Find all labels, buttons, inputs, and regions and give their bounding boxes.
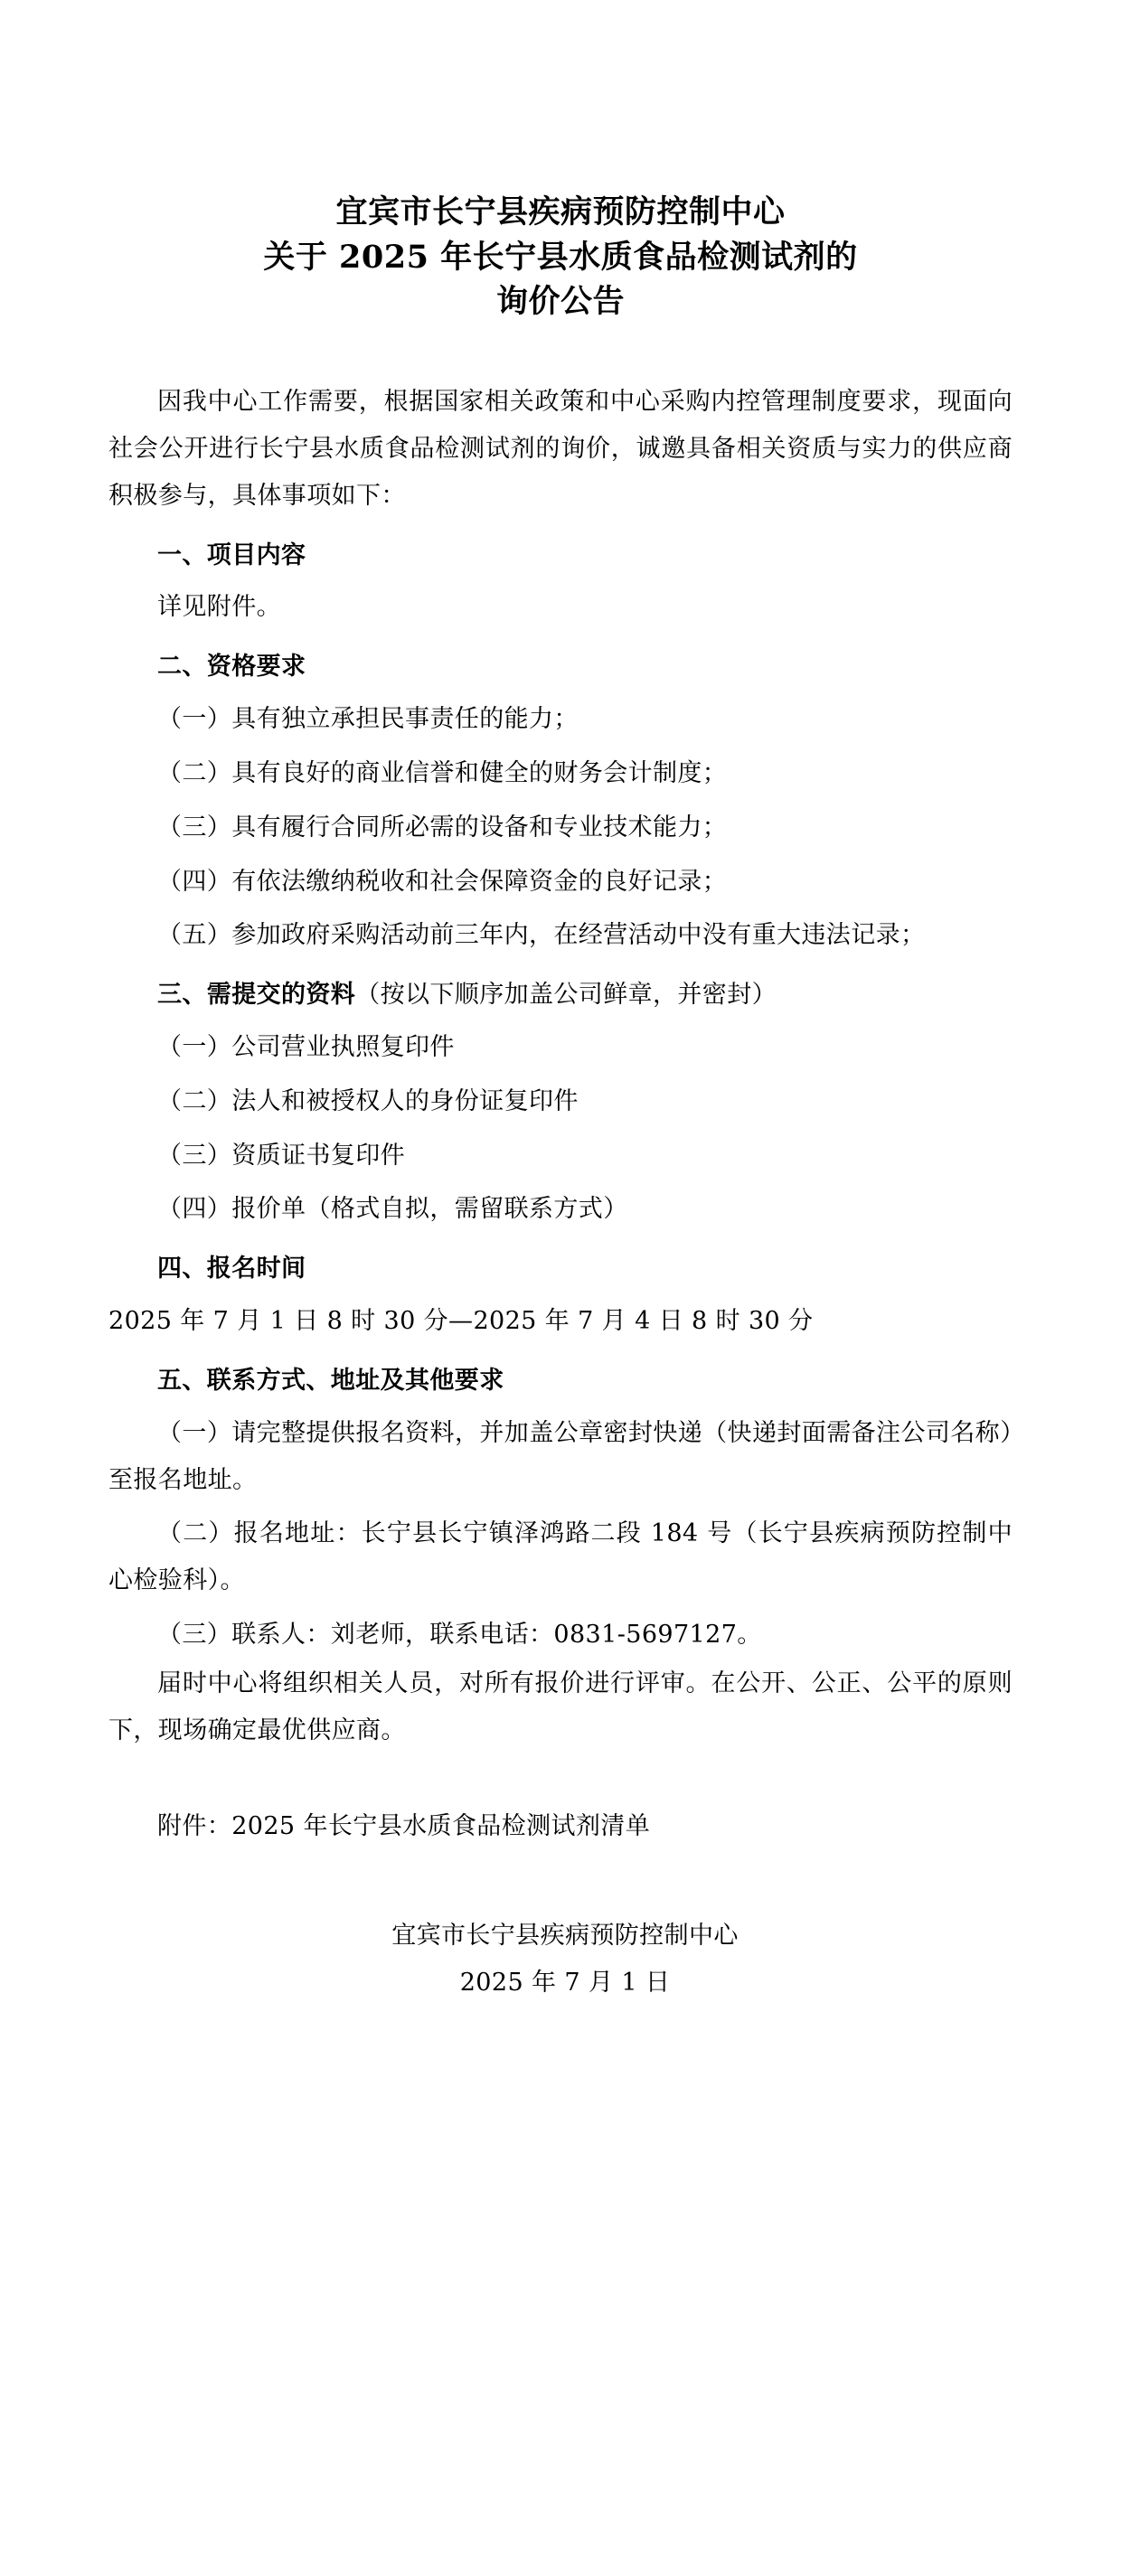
section-2-item-3: （三）具有履行合同所必需的设备和专业技术能力； xyxy=(157,813,728,841)
title-line-2: 关于 2025 年长宁县水质食品检测试剂的 xyxy=(263,238,858,276)
section-3-item-4: （四）报价单（格式自拟，需留联系方式） xyxy=(157,1195,628,1224)
section-heading-2-text: 二、资格要求 xyxy=(157,653,306,682)
title-line-1: 宜宾市长宁县疾病预防控制中心 xyxy=(335,193,786,230)
section-3-item-2: （二）法人和被授权人的身份证复印件 xyxy=(157,1086,579,1115)
section-heading-4-text: 四、报名时间 xyxy=(157,1255,306,1283)
section-heading-3-note: （按以下顺序加盖公司鲜章，并密封） xyxy=(355,981,777,1010)
intro-paragraph: 因我中心工作需要，根据国家相关政策和中心采购内控管理制度要求，现面向社会公开进行长宁县水质食品检测试剂的询价，诚邀具备相关资质与实力的供应商积极参与，具体事项如下： xyxy=(108,388,1013,510)
section-2-item-1: （一）具有独立承担民事责任的能力； xyxy=(157,705,579,734)
signature-block xyxy=(108,1913,1013,2006)
attachment-line: 附件：2025 年长宁县水质食品检测试剂清单 xyxy=(157,1811,651,1840)
section-3-item-1: （一）公司营业执照复印件 xyxy=(157,1033,455,1061)
section-2-item-5: （五）参加政府采购活动前三年内，在经营活动中没有重大违法记录； xyxy=(157,921,926,950)
section-heading-3 xyxy=(108,972,1013,1019)
section-5-item-1: （一）请完整提供报名资料，并加盖公章密封快递（快递封面需备注公司名称）至报名地址。 xyxy=(108,1418,1013,1494)
document-body xyxy=(108,379,1013,2006)
section-4-item-1: 2025 年 7 月 1 日 8 时 30 分—2025 年 7 月 4 日 8 时 30 分 xyxy=(108,1307,814,1336)
section-heading-2 xyxy=(108,644,1013,691)
section-5-item-3: （三）联系人：刘老师，联系电话：0831-5697127。 xyxy=(157,1621,762,1650)
signature-date: 2025 年 7 月 1 日 xyxy=(459,1968,671,1997)
section-3-item-3: （三）资质证书复印件 xyxy=(157,1141,405,1170)
section-2-item-4: （四）有依法缴纳税收和社会保障资金的良好记录； xyxy=(157,867,728,896)
section-5-item-4: 届时中心将组织相关人员，对所有报价进行评审。在公开、公正、公平的原则下，现场确定最优供应商。 xyxy=(108,1669,1013,1744)
section-heading-1 xyxy=(108,532,1013,579)
section-heading-4 xyxy=(108,1246,1013,1293)
section-heading-5 xyxy=(108,1358,1013,1405)
section-heading-1-text: 一、项目内容 xyxy=(157,541,306,569)
page-title xyxy=(108,190,1013,324)
section-5-item-2: （二）报名地址：长宁县长宁镇泽鸿路二段 184 号（长宁县疾病预防控制中心检验科）。 xyxy=(108,1519,1013,1595)
section-heading-5-text: 五、联系方式、地址及其他要求 xyxy=(157,1366,504,1395)
signature-organization: 宜宾市长宁县疾病预防控制中心 xyxy=(391,1922,739,1951)
section-heading-3-text: 三、需提交的资料 xyxy=(157,981,356,1010)
title-line-3: 询价公告 xyxy=(495,283,625,321)
section-2-item-2: （二）具有良好的商业信誉和健全的财务会计制度； xyxy=(157,758,728,787)
section-1-item-1: 详见附件。 xyxy=(157,593,281,622)
